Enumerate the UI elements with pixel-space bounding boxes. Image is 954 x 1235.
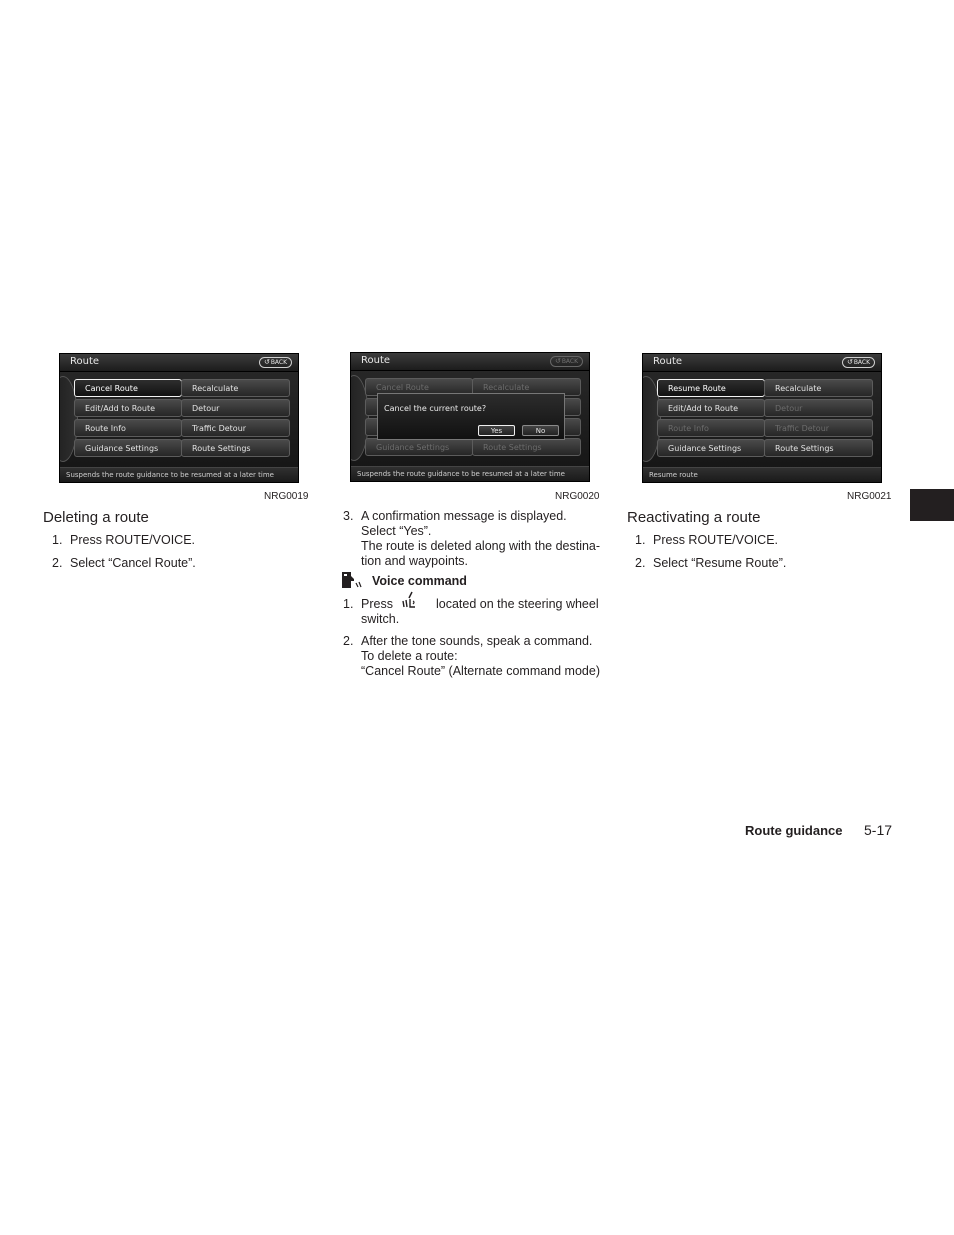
- step-number: 1.: [635, 533, 646, 547]
- traffic-detour-button: Traffic Detour: [764, 419, 873, 437]
- step-line: [361, 597, 621, 612]
- detour-button: Detour: [764, 399, 873, 417]
- back-button: [550, 356, 583, 367]
- voice-command-heading: Voice command: [372, 574, 467, 588]
- screenshot-cancel-confirm: [350, 352, 590, 482]
- back-label: BACK: [561, 358, 579, 365]
- voice-command-icon: [341, 571, 363, 589]
- route-info-button: Route Info: [74, 419, 182, 437]
- screen-title: Route: [653, 356, 683, 367]
- back-arrow-icon: ↺: [846, 358, 853, 366]
- traffic-detour-button: Traffic Detour: [181, 419, 290, 437]
- step-text: Press ROUTE/VOICE.: [653, 533, 779, 547]
- section-heading: Deleting a route: [43, 509, 149, 526]
- back-label: BACK: [270, 359, 288, 366]
- recalculate-button: Recalculate: [181, 379, 290, 397]
- route-info-button: Route Info: [657, 419, 765, 437]
- cancel-route-button: Cancel Route: [74, 379, 182, 397]
- guidance-settings-button: Guidance Settings: [74, 439, 182, 457]
- step-number: 2.: [635, 556, 646, 570]
- talk-switch-icon: [401, 591, 421, 611]
- route-settings-button: Route Settings: [181, 439, 290, 457]
- screen-title: Route: [361, 355, 391, 366]
- yes-button: Yes: [478, 425, 515, 436]
- back-arrow-icon: ↺: [554, 357, 561, 365]
- section-heading: Reactivating a route: [627, 509, 761, 526]
- press-text: Press: [361, 597, 393, 611]
- edit-add-route-button: Edit/Add to Route: [74, 399, 182, 417]
- confirm-dialog: [377, 393, 565, 440]
- step-number: 1.: [52, 533, 63, 547]
- step-number: 2.: [52, 556, 63, 570]
- step-text: [361, 634, 623, 679]
- step-line: After the tone sounds, speak a command.: [361, 634, 593, 648]
- detour-button: Detour: [181, 399, 290, 417]
- chapter-tab: [910, 489, 954, 521]
- screenshot-route-menu: [59, 353, 299, 483]
- resume-route-button: Resume Route: [657, 379, 765, 397]
- step-number: 3.: [343, 509, 354, 523]
- step-line: The route is deleted along with the destina-: [361, 539, 601, 553]
- step-text: Press ROUTE/VOICE.: [70, 533, 196, 547]
- screen-header: [351, 353, 589, 371]
- back-arrow-icon: ↺: [263, 358, 270, 366]
- step-line: Select “Yes”.: [361, 524, 432, 538]
- back-button: [842, 357, 875, 368]
- step-text: Select “Resume Route”.: [653, 556, 787, 570]
- edit-add-route-button: Edit/Add to Route: [657, 399, 765, 417]
- status-bar: Suspends the route guidance to be resumed at a later time: [351, 466, 589, 481]
- status-bar: Resume route: [643, 467, 881, 482]
- step-text: [361, 597, 621, 627]
- footer-section-title: Route guidance: [745, 823, 843, 838]
- back-label: BACK: [853, 359, 871, 366]
- status-bar: Suspends the route guidance to be resumed at a later time: [60, 467, 298, 482]
- guidance-settings-button: Guidance Settings: [657, 439, 765, 457]
- recalculate-button: Recalculate: [472, 378, 581, 396]
- step-line: tion and waypoints.: [361, 554, 469, 568]
- dialog-message: Cancel the current route?: [384, 404, 487, 413]
- recalculate-button: Recalculate: [764, 379, 873, 397]
- step-line: To delete a route:: [361, 649, 458, 663]
- back-button: [259, 357, 292, 368]
- step-line: switch.: [361, 612, 400, 626]
- step-number: 2.: [343, 634, 354, 648]
- figure-code: NRG0019: [264, 491, 309, 502]
- route-settings-button: Route Settings: [472, 438, 581, 456]
- screen-header: [643, 354, 881, 372]
- no-button: No: [522, 425, 559, 436]
- step-text: [361, 509, 621, 569]
- figure-code: NRG0021: [847, 491, 892, 502]
- page-number: 5-17: [864, 822, 893, 838]
- route-settings-button: Route Settings: [764, 439, 873, 457]
- step-text: Select “Cancel Route”.: [70, 556, 196, 570]
- step-line: “Cancel Route” (Alternate command mode): [361, 664, 600, 678]
- screenshot-resume-route: [642, 353, 882, 483]
- cancel-route-button: Cancel Route: [365, 378, 473, 396]
- step-line: A confirmation message is displayed.: [361, 509, 567, 523]
- screen-header: [60, 354, 298, 372]
- figure-code: NRG0020: [555, 491, 600, 502]
- screen-title: Route: [70, 356, 100, 367]
- press-rest-text: located on the steering wheel: [436, 597, 599, 611]
- guidance-settings-button: Guidance Settings: [365, 438, 473, 456]
- step-number: 1.: [343, 597, 354, 611]
